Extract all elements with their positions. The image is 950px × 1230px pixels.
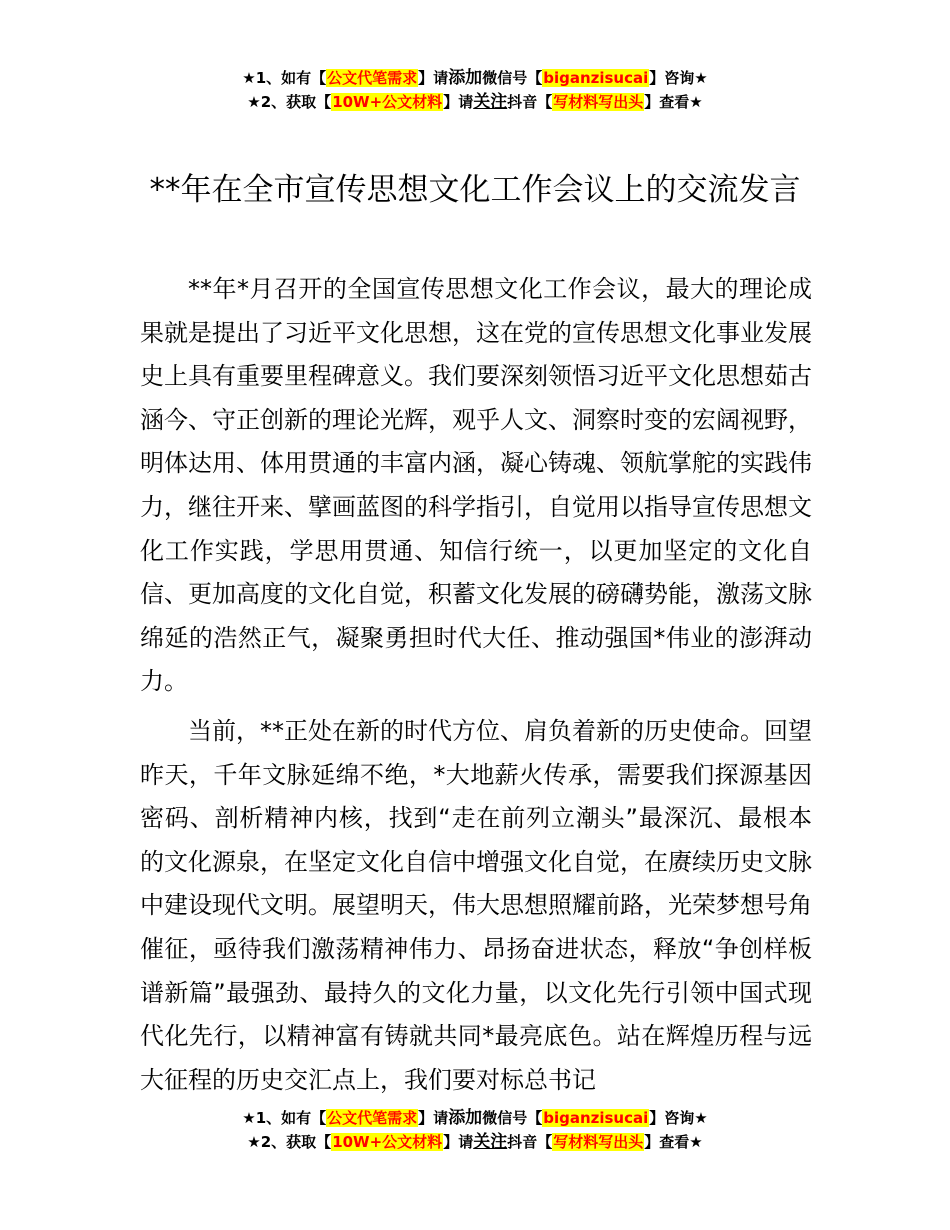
banner-text: 抖音【 (507, 93, 553, 111)
footer-banner (0, 1106, 950, 1154)
banner-highlight: 10W+公文材料 (332, 93, 443, 111)
banner-text: 】请 (443, 1133, 474, 1151)
banner-text: 】查看★ (644, 1133, 703, 1151)
banner-text: 抖音【 (507, 1133, 553, 1151)
banner-emphasis: 添加 (448, 68, 483, 88)
document-title: **年在全市宣传思想文化工作会议上的交流发言 (149, 172, 801, 208)
paragraph: 当前，**正处在新的时代方位、肩负着新的历史使命。回望昨天，千年文脉延绵不绝，*大地薪火传承，需要我们探源基因密码、剖析精神内核，找到“走在前列立潮头”最深沉、最根本的文化源泉，在坚定文化自信中增强文化自觉，在赓续历史文脉中建设现代文明。展望明天，伟大思想照耀前路，光荣梦想号角催征，亟待我们激荡精神伟力、昂扬奋进状态，释放“争创样板谱新篇”最强劲、最持久的文化力量，以文化先行引领中国式现代化先行，以精神富有铸就共同*最亮底色。站在辉煌历程与远大征程的历史交汇点上，我们要对标总书记 (140, 716, 812, 1094)
banner-line-1 (0, 1106, 950, 1130)
banner-text: ★1、如有【 (242, 1109, 327, 1127)
banner-emphasis: 关注 (473, 92, 508, 112)
banner-text: 】请 (443, 93, 474, 111)
banner-line-1 (0, 66, 950, 90)
banner-text: ★2、获取【 (247, 93, 332, 111)
banner-emphasis: 添加 (448, 1108, 483, 1128)
paragraph: **年*月召开的全国宣传思想文化工作会议，最大的理论成果就是提出了习近平文化思想，这在党的宣传思想文化事业发展史上具有重要里程碑意义。我们要深刻领悟习近平文化思想茹古涵今、守正创新的理论光辉，观乎人文、洞察时变的宏阔视野，明体达用、体用贯通的丰富内涵，凝心铸魂、领航掌舵的实践伟力，继往开来、擘画蓝图的科学指引，自觉用以指导宣传思想文化工作实践，学思用贯通、知信行统一，以更加坚定的文化自信、更加高度的文化自觉，积蓄文化发展的磅礴势能，激荡文脉绵延的浩然正气，凝聚勇担时代大任、推动强国*伟业的澎湃动力。 (140, 275, 812, 696)
banner-emphasis: 关注 (473, 1132, 508, 1152)
banner-highlight: 10W+公文材料 (332, 1133, 443, 1151)
banner-text: 】请 (418, 1109, 449, 1127)
banner-line-2 (0, 90, 950, 114)
banner-highlight: 公文代笔需求 (327, 1109, 418, 1127)
banner-text: 微信号【 (482, 1109, 543, 1127)
header-banner (0, 66, 950, 114)
banner-text: 】查看★ (644, 93, 703, 111)
banner-highlight: biganzisucai (543, 1109, 649, 1127)
banner-text: 微信号【 (482, 69, 543, 87)
document-body (140, 268, 812, 1102)
banner-line-2 (0, 1130, 950, 1154)
banner-highlight: 写材料写出头 (553, 1133, 644, 1151)
banner-highlight: biganzisucai (543, 69, 649, 87)
banner-text: ★2、获取【 (247, 1133, 332, 1151)
banner-text: 】咨询★ (649, 1109, 708, 1127)
banner-text: 】请 (418, 69, 449, 87)
banner-text: 】咨询★ (649, 69, 708, 87)
banner-highlight: 写材料写出头 (553, 93, 644, 111)
banner-text: ★1、如有【 (242, 69, 327, 87)
banner-highlight: 公文代笔需求 (327, 69, 418, 87)
